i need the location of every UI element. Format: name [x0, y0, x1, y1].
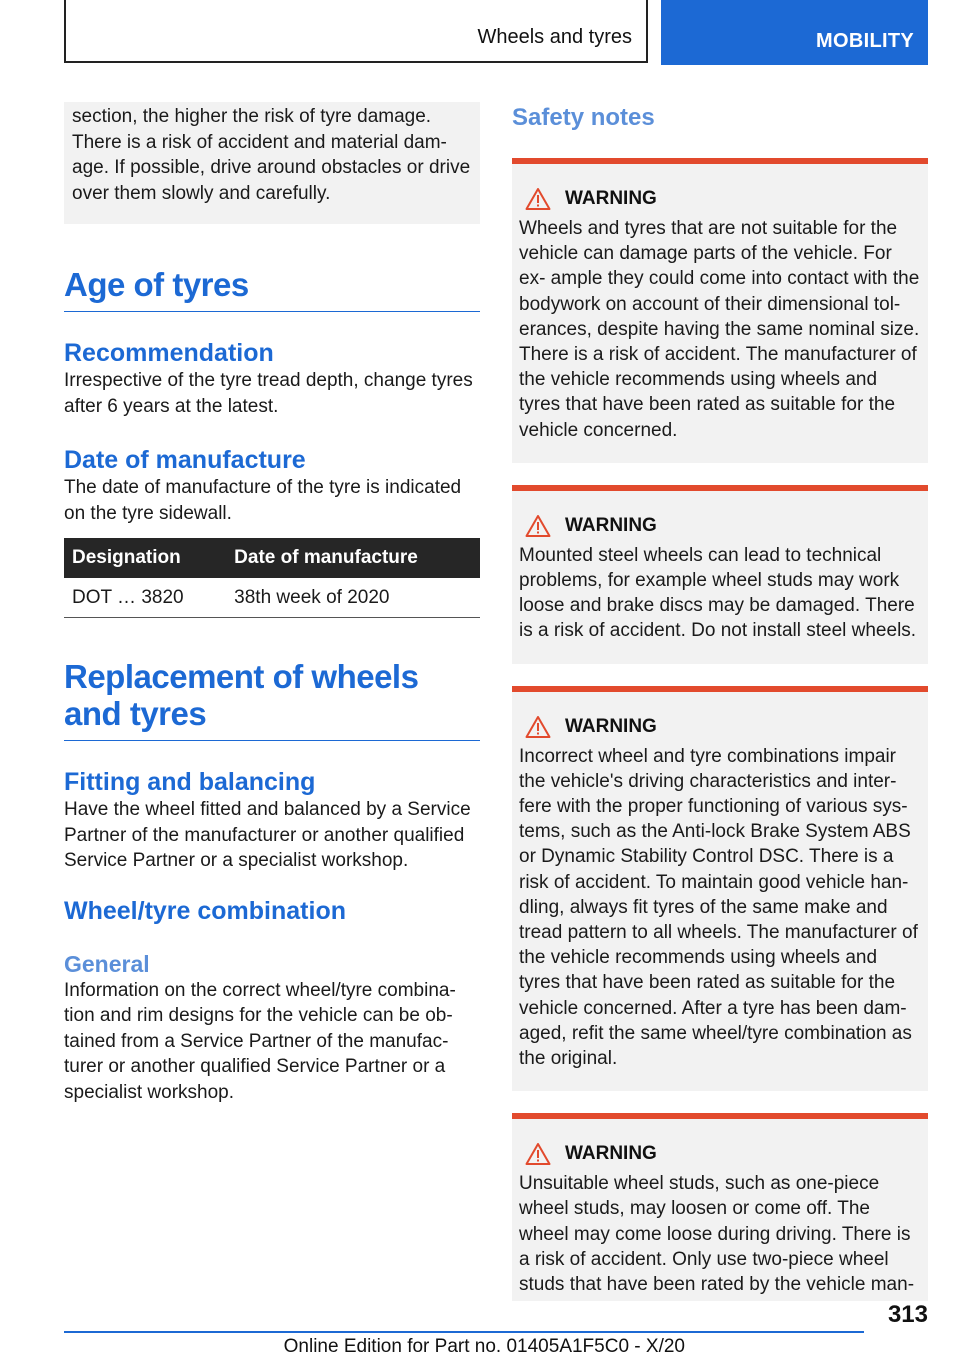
warning-text: Unsuitable wheel studs, such as one-piece wheel studs, may loosen or come off. The wheel may come loose during driving. There is a risk of accident. Only use two-piece wheel studs that have been rated by the vehicle man- — [519, 1173, 915, 1296]
chapter-tab — [661, 0, 928, 65]
continued-note-box — [64, 102, 480, 224]
general-text: Information on the correct wheel/tyre combina- tion and rim designs for the vehicle can be ob- tained from a Service Partner of the manufac- turer or another qualified Service Partner or a specialist workshop. — [64, 979, 456, 1103]
table-cell-date: 38th week of 2020 — [226, 578, 480, 618]
warning-box — [512, 686, 928, 1092]
continued-note-text: section, the higher the risk of tyre damage. There is a risk of accident and material dam- age. If possible, drive around obstacles or drive over them slowly and carefully. — [72, 106, 471, 204]
table-row — [64, 578, 480, 618]
warning-triangle-icon — [525, 1142, 551, 1166]
wheel-tyre-combination-heading: Wheel/tyre combination — [64, 896, 346, 925]
age-of-tyres-heading: Age of tyres — [64, 266, 480, 312]
general-heading: General — [64, 950, 150, 977]
warning-label: WARNING — [565, 188, 657, 209]
edition-footer: Online Edition for Part no. 01405A1F5C0 - X/20 — [283, 1336, 685, 1357]
warning-text: Wheels and tyres that are not suitable for the vehicle can damage parts of the vehicle. For ex- ample they could come into contact with the bodywork on account of their dimensional tol- erances, despite having the same nominal size. There is a risk of accident. The manufacturer of the vehicle recommends using wheels and tyres that have been rated as suitable for the vehicle concerned. — [519, 218, 920, 441]
warning-header — [519, 1141, 922, 1167]
section-title: Wheels and tyres — [477, 26, 632, 48]
date-of-manufacture-text: The date of manufacture of the tyre is indicated on the tyre sidewall. — [64, 477, 462, 524]
warning-triangle-icon — [525, 514, 551, 538]
warning-text: Mounted steel wheels can lead to technical problems, for example wheel studs may work loose and brake discs may be damaged. There is a risk of accident. Do not install steel wheels. — [519, 544, 917, 642]
warning-box — [512, 1113, 928, 1301]
table-cell-designation: DOT … 3820 — [64, 578, 226, 618]
warning-text: Incorrect wheel and tyre combinations impair the vehicle's driving characteristics and inter- fere with the proper functioning of various sys- tems, such as the Anti-lock Brake System ABS or Dynamic Stability Control DSC. There is a risk of accident. To maintain good vehicle han- dling, always fit tyres of the same make and tread pattern to all wheels. The manufacturer of the vehicle recommends using wheels and tyres that have been rated as suitable for the vehicle concerned. After a tyre has been dam- aged, refit the same wheel/tyre combination as the original. — [519, 745, 918, 1070]
warning-header — [519, 186, 922, 212]
page-header — [64, 0, 928, 66]
table-header-date: Date of manufacture — [226, 538, 480, 578]
date-of-manufacture-heading: Date of manufacture — [64, 446, 306, 474]
warning-label: WARNING — [565, 514, 657, 536]
warning-label: WARNING — [565, 1143, 657, 1165]
table-header-row — [64, 538, 480, 578]
warning-triangle-icon — [525, 715, 551, 739]
page-number: 313 — [887, 1301, 928, 1328]
section-header-box — [64, 0, 648, 63]
replacement-heading: Replacement of wheels and tyres — [64, 658, 480, 741]
table-header-designation: Designation — [64, 538, 226, 578]
warning-header — [519, 714, 922, 740]
warning-label: WARNING — [565, 715, 657, 737]
recommendation-heading: Recommendation — [64, 339, 274, 367]
safety-notes-heading: Safety notes — [512, 104, 655, 131]
warning-box — [512, 158, 928, 463]
fitting-balancing-heading: Fitting and balancing — [64, 768, 316, 796]
warning-header — [519, 513, 922, 539]
left-column — [64, 102, 480, 1105]
right-column — [512, 102, 928, 1301]
fitting-balancing-text: Have the wheel fitted and balanced by a Service Partner of the manufacturer or another qualified Service Partner or a specialist workshop. — [64, 799, 471, 871]
warning-box — [512, 485, 928, 664]
footer-rule — [64, 1331, 864, 1333]
recommendation-text: Irrespective of the tyre tread depth, change tyres after 6 years at the latest. — [64, 370, 473, 417]
manufacture-date-table — [64, 538, 480, 618]
warning-triangle-icon — [525, 187, 551, 211]
chapter-label: MOBILITY — [816, 30, 914, 52]
